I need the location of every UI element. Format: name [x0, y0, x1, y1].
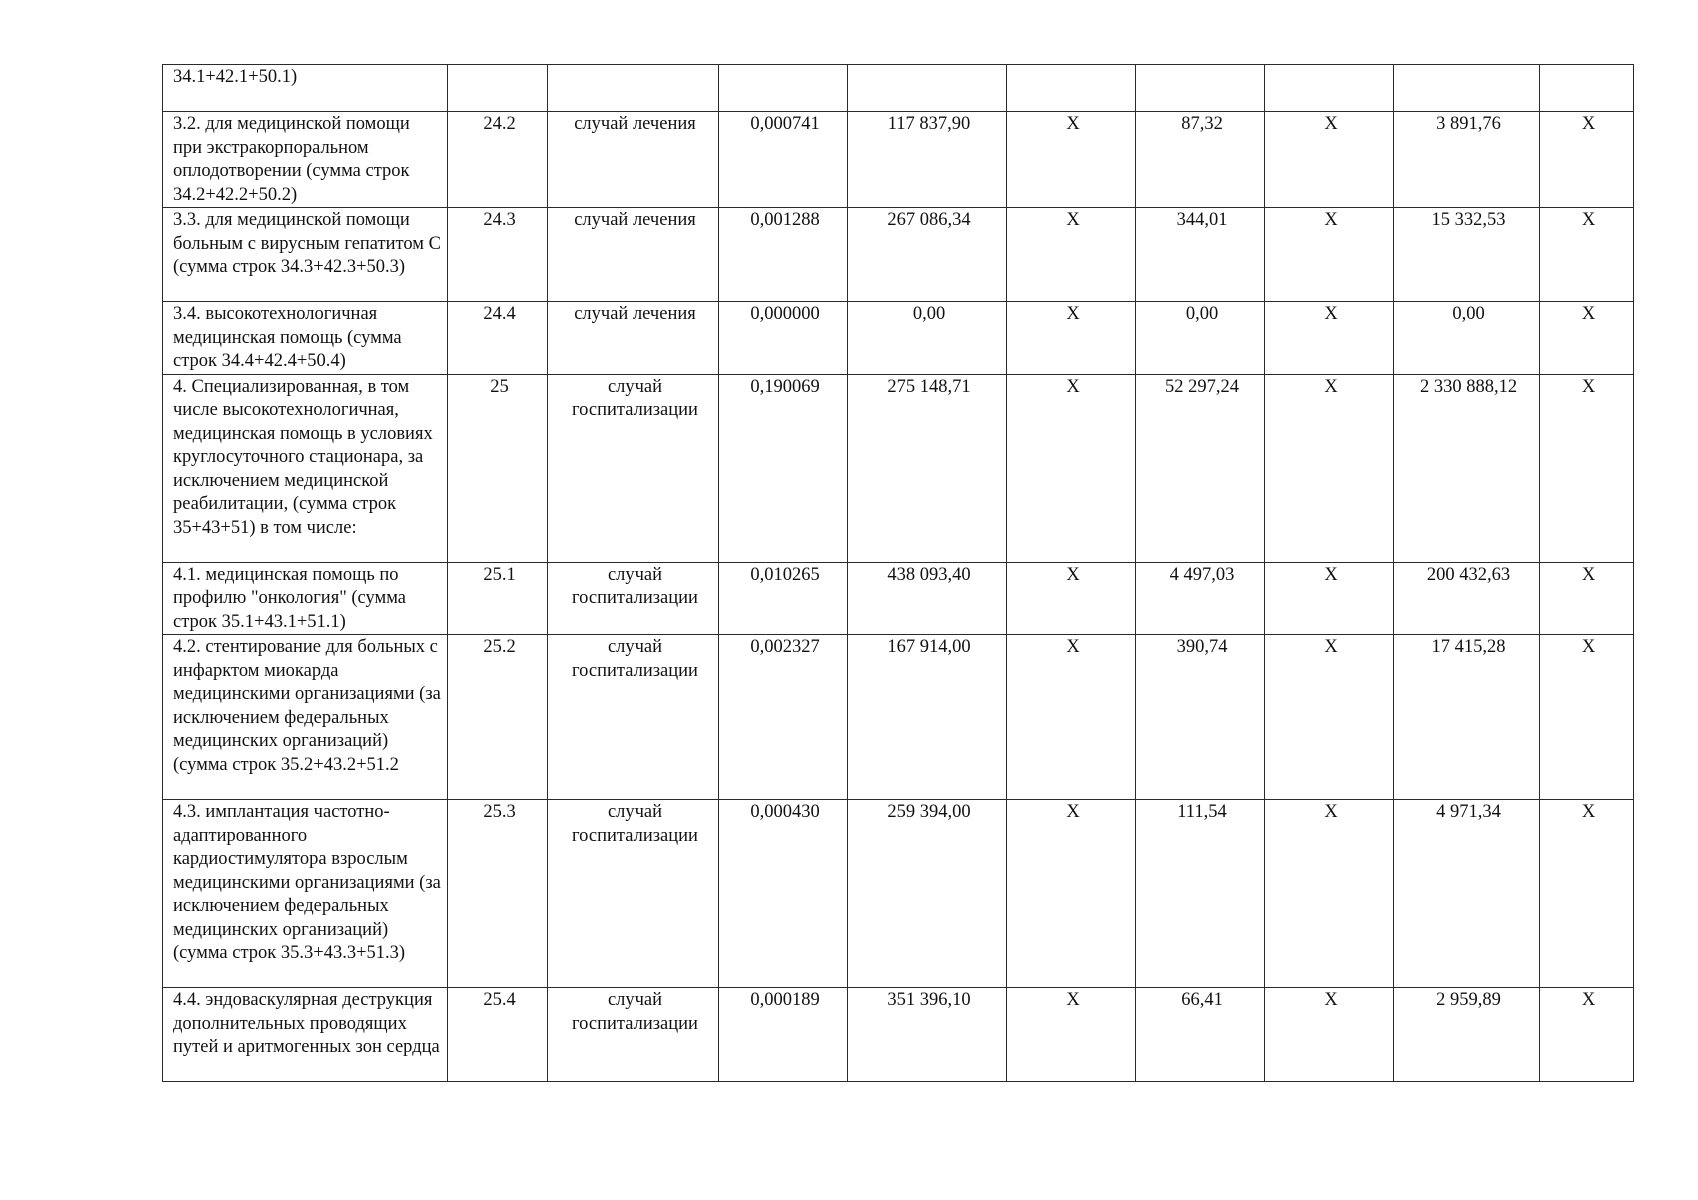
row-line-number: 24.4: [448, 302, 548, 375]
row-line-number: 25.4: [448, 988, 548, 1082]
row-value-cell: 66,41: [1136, 988, 1265, 1082]
row-unit: случай госпитализации: [548, 562, 719, 635]
row-unit: случай лечения: [548, 302, 719, 375]
row-line-number: [448, 65, 548, 112]
row-line-number: 25: [448, 374, 548, 562]
row-value-cell: 200 432,63: [1394, 562, 1540, 635]
row-value-cell: 3 891,76: [1394, 112, 1540, 208]
row-value-cell: 275 148,71: [848, 374, 1007, 562]
row-value-cell: X: [1265, 112, 1394, 208]
row-unit: случай госпитализации: [548, 374, 719, 562]
row-value-cell: 0,010265: [719, 562, 848, 635]
row-value-cell: X: [1265, 800, 1394, 988]
row-value-cell: 111,54: [1136, 800, 1265, 988]
row-indicator-name: 4. Специализированная, в том числе высокотехнологичная, медицинская помощь в условиях круглосуточного стационара, за исключением медицинской реабилитации, (сумма строк 35+43+51) в том числе:: [163, 374, 448, 562]
row-value-cell: [1007, 65, 1136, 112]
row-value-cell: X: [1007, 800, 1136, 988]
row-line-number: 25.1: [448, 562, 548, 635]
table-row: [163, 635, 1634, 800]
row-value-cell: X: [1540, 562, 1634, 635]
row-line-number: 24.2: [448, 112, 548, 208]
row-value-cell: 438 093,40: [848, 562, 1007, 635]
row-value-cell: 0,001288: [719, 208, 848, 302]
row-value-cell: 2 959,89: [1394, 988, 1540, 1082]
row-value-cell: 0,000189: [719, 988, 848, 1082]
row-indicator-name: 4.4. эндоваскулярная деструкция дополнительных проводящих путей и аритмогенных зон сердца: [163, 988, 448, 1082]
row-value-cell: [1394, 65, 1540, 112]
row-value-cell: [1136, 65, 1265, 112]
row-value-cell: X: [1007, 112, 1136, 208]
row-value-cell: 0,000430: [719, 800, 848, 988]
row-value-cell: X: [1265, 988, 1394, 1082]
row-value-cell: 0,00: [1136, 302, 1265, 375]
row-value-cell: 87,32: [1136, 112, 1265, 208]
row-value-cell: [848, 65, 1007, 112]
row-value-cell: 0,000000: [719, 302, 848, 375]
table-row: [163, 112, 1634, 208]
row-value-cell: [1540, 65, 1634, 112]
row-value-cell: X: [1007, 635, 1136, 800]
row-value-cell: 259 394,00: [848, 800, 1007, 988]
row-value-cell: X: [1007, 208, 1136, 302]
row-value-cell: 390,74: [1136, 635, 1265, 800]
row-value-cell: 4 971,34: [1394, 800, 1540, 988]
row-indicator-name: 4.3. имплантация частотно-адаптированного кардиостимулятора взрослым медицинскими организациями (за исключением федеральных медицинских организаций) (сумма строк 35.3+43.3+51.3): [163, 800, 448, 988]
row-value-cell: [719, 65, 848, 112]
row-value-cell: 344,01: [1136, 208, 1265, 302]
row-value-cell: 4 497,03: [1136, 562, 1265, 635]
row-value-cell: X: [1540, 302, 1634, 375]
row-value-cell: 0,002327: [719, 635, 848, 800]
row-value-cell: [1265, 65, 1394, 112]
row-unit: случай госпитализации: [548, 800, 719, 988]
row-value-cell: 117 837,90: [848, 112, 1007, 208]
table-row: [163, 988, 1634, 1082]
row-value-cell: X: [1007, 302, 1136, 375]
table-row: [163, 800, 1634, 988]
row-value-cell: 267 086,34: [848, 208, 1007, 302]
row-value-cell: 0,00: [1394, 302, 1540, 375]
row-value-cell: X: [1540, 800, 1634, 988]
row-indicator-name: 3.2. для медицинской помощи при экстракорпоральном оплодотворении (сумма строк 34.2+42.2+50.2): [163, 112, 448, 208]
table-row: [163, 208, 1634, 302]
row-value-cell: 2 330 888,12: [1394, 374, 1540, 562]
table-body: [163, 65, 1634, 1082]
tariff-table: [162, 64, 1634, 1082]
row-value-cell: 167 914,00: [848, 635, 1007, 800]
table-row: [163, 562, 1634, 635]
row-value-cell: X: [1007, 562, 1136, 635]
row-value-cell: 17 415,28: [1394, 635, 1540, 800]
row-unit: случай лечения: [548, 208, 719, 302]
row-value-cell: 351 396,10: [848, 988, 1007, 1082]
row-value-cell: X: [1265, 302, 1394, 375]
row-indicator-name: 3.3. для медицинской помощи больным с вирусным гепатитом С (сумма строк 34.3+42.3+50.3): [163, 208, 448, 302]
row-indicator-name: 4.1. медицинская помощь по профилю "онкология" (сумма строк 35.1+43.1+51.1): [163, 562, 448, 635]
row-indicator-name: 34.1+42.1+50.1): [163, 65, 448, 112]
row-value-cell: X: [1540, 988, 1634, 1082]
row-indicator-name: 3.4. высокотехнологичная медицинская помощь (сумма строк 34.4+42.4+50.4): [163, 302, 448, 375]
row-value-cell: X: [1540, 635, 1634, 800]
table-row: [163, 374, 1634, 562]
row-value-cell: X: [1265, 562, 1394, 635]
row-value-cell: 52 297,24: [1136, 374, 1265, 562]
row-value-cell: 0,000741: [719, 112, 848, 208]
row-line-number: 25.3: [448, 800, 548, 988]
row-line-number: 24.3: [448, 208, 548, 302]
row-value-cell: 0,00: [848, 302, 1007, 375]
row-value-cell: X: [1007, 374, 1136, 562]
row-indicator-name: 4.2. стентирование для больных с инфарктом миокарда медицинскими организациями (за исключением федеральных медицинских организаций) (сумма строк 35.2+43.2+51.2: [163, 635, 448, 800]
row-value-cell: X: [1540, 208, 1634, 302]
row-unit: случай госпитализации: [548, 635, 719, 800]
row-unit: случай госпитализации: [548, 988, 719, 1082]
row-value-cell: X: [1540, 374, 1634, 562]
row-value-cell: X: [1540, 112, 1634, 208]
table-row: [163, 65, 1634, 112]
table-row: [163, 302, 1634, 375]
row-unit: случай лечения: [548, 112, 719, 208]
row-value-cell: 0,190069: [719, 374, 848, 562]
row-value-cell: X: [1007, 988, 1136, 1082]
row-value-cell: 15 332,53: [1394, 208, 1540, 302]
row-value-cell: X: [1265, 208, 1394, 302]
row-line-number: 25.2: [448, 635, 548, 800]
row-value-cell: X: [1265, 635, 1394, 800]
row-value-cell: X: [1265, 374, 1394, 562]
row-unit: [548, 65, 719, 112]
